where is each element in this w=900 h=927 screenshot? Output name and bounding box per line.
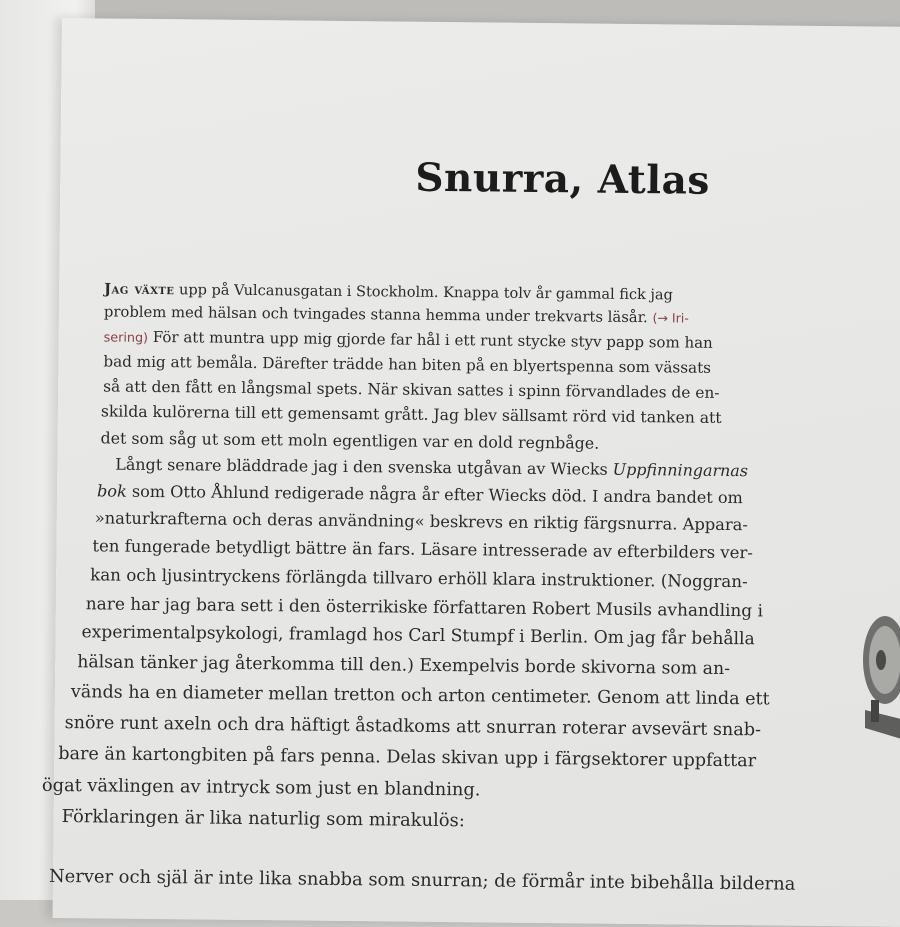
chapter-title: Snurra, Atlas — [415, 154, 711, 204]
p1-line-2-text: problem med hälsan och tvingades stanna hemma under trekvarts läsår. — [103, 303, 648, 327]
p2-line-2-text: som Otto Åhlund redigerade några år efter Wiecks död. I andra bandet om — [126, 481, 743, 508]
quote-line-1: Nerver och själ är inte lika snabba som snurran; de förmår inte bibehålla bilderna — [48, 865, 796, 895]
book-page — [41, 18, 900, 927]
p2-line-7: experimentalpsykologi, framlagd hos Carl Stumpf i Berlin. Om jag får behålla — [81, 622, 755, 650]
p2-line-12: ögat växlingen av intryck som just en blandning. — [41, 774, 481, 801]
p1-line-2 — [104, 303, 689, 326]
p1-lead-in: Jag växte — [104, 280, 175, 299]
p2-line-4: ten fungerade betydligt bättre än fars. Läsare intresserade av efterbilders ver- — [92, 536, 754, 563]
p2-line-10: snöre runt axeln och dra häftigt åstadkoms att snurran roterar avsevärt snab- — [64, 713, 762, 741]
p2-line-2 — [97, 481, 743, 507]
p2-line-6: nare har jag bara sett i den österrikiske författaren Robert Musils avhandling i — [85, 593, 764, 621]
p1-line-1 — [104, 280, 673, 303]
p2-line-3: »naturkrafterna och deras användning« beskrevs en riktig färgsnurra. Appara- — [94, 508, 749, 535]
book-title-italic-1: Uppfinningarnas — [612, 459, 749, 481]
p1-line-3-text: För att muntra upp mig gjorde far hål i ett runt stycke styv papp som han — [147, 327, 713, 352]
p1-line-3 — [104, 327, 713, 351]
p1-line-6: skilda kulörerna till ett gemensamt grått. Jag blev sällsamt rörd vid tanken att — [100, 402, 722, 427]
p3-line-1: Förklaringen är lika naturlig som mirakulös: — [61, 806, 465, 832]
p1-line-7: det som såg ut som ett moln egentligen var en dold regnbåge. — [100, 428, 600, 453]
crossref-sering[interactable]: sering) — [103, 330, 149, 346]
p2-line-1-text: Långt senare bläddrade jag i den svenska utgåvan av Wiecks — [115, 454, 613, 479]
p1-line-1-text: upp på Vulcanusgatan i Stockholm. Knappa tolv år gammal fick jag — [174, 282, 673, 304]
p1-line-5: så att den fått en långsmal spets. När skivan sattes i spinn förvandlades de en- — [103, 377, 720, 402]
p2-line-5: kan och ljusintryckens förlängda tillvaro erhöll klara instruktioner. (Noggran- — [90, 564, 748, 592]
spinning-disk-illustration — [845, 600, 900, 750]
p2-line-9: vänds ha en diameter mellan tretton och arton centimeter. Genom att linda ett — [70, 682, 770, 710]
p1-line-4: bad mig att bemåla. Därefter trädde han biten på en blyertspenna som vässats — [103, 352, 712, 377]
p2-line-1 — [115, 455, 748, 481]
book-title-italic-2: bok — [96, 481, 127, 501]
p2-line-8: hälsan tänker jag återkomma till den.) Exempelvis borde skivorna som an- — [77, 652, 731, 680]
p2-line-11: bare än kartongbiten på fars penna. Delas skivan upp i färgsektorer uppfattar — [58, 744, 757, 772]
crossref-iri[interactable]: (→ Iri- — [652, 310, 689, 326]
